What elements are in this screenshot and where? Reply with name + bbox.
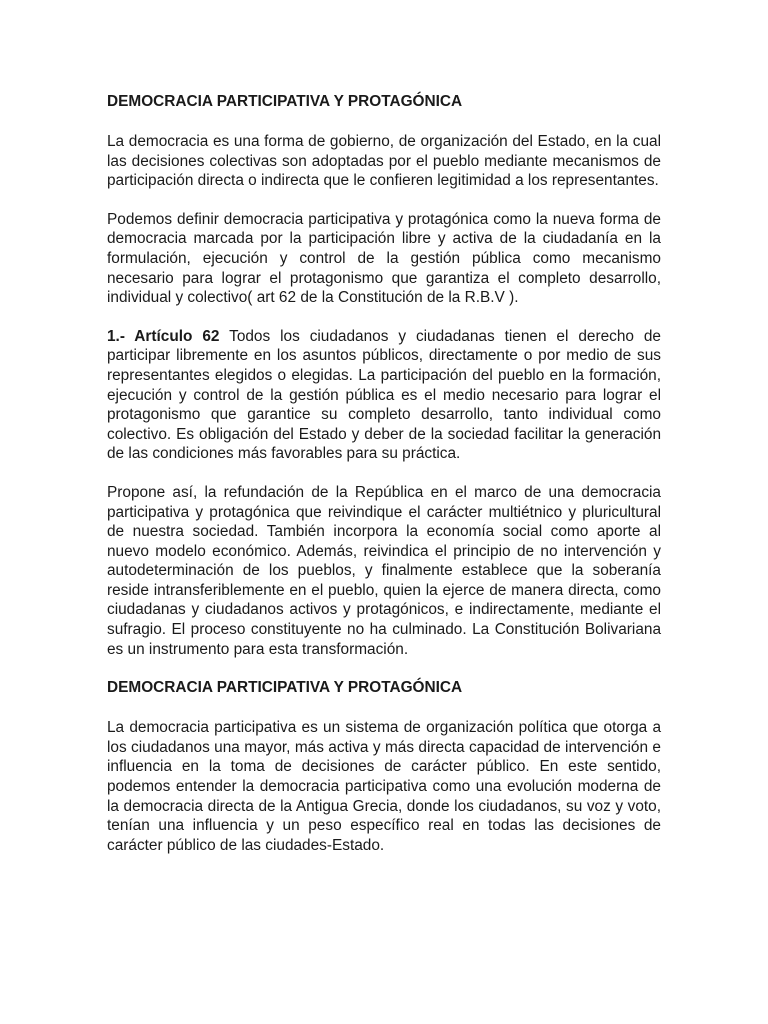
paragraph-definition: La democracia es una forma de gobierno, de organización del Estado, en la cual las decisiones colectivas son adoptadas por el pueblo mediante mecanismos de participación directa o indirecta que le confieren legitimidad a los representantes.: [107, 133, 661, 190]
paragraph-articulo-62: [107, 327, 661, 464]
section-heading-2: DEMOCRACIA PARTICIPATIVA Y PROTAGÓNICA: [107, 679, 463, 697]
article-label: 1.- Artículo 62: [107, 327, 220, 345]
section-heading-1: DEMOCRACIA PARTICIPATIVA Y PROTAGÓNICA: [107, 93, 463, 110]
paragraph-participativa: Podemos definir democracia participativa y protagónica como la nueva forma de democracia marcada por la participación libre y activa de la ciudadanía en la formulación, ejecución y control de la gestión pública como mecanismo necesario para lograr el protagonismo que garantiza el completo desarrollo, individual y colectivo( art 62 de la Constitución de la R.B.V ).: [107, 210, 661, 307]
paragraph-refundacion: Propone así, la refundación de la República en el marco de una democracia participativa y protagónica que reivindique el carácter multiétnico y pluricultural de nuestra sociedad. También incorpora la economía social como aporte al nuevo modelo económico. Además, reivindica el principio de no intervención y autodeterminación de los pueblos, y finalmente establece que la soberanía reside intransferiblemente en el pueblo, quien la ejerce de manera directa, como ciudadanas y ciudadanos activos y protagónicos, e indirectamente, mediante el sufragio. El proceso constituyente no ha culminado. La Constitución Bolivariana es un instrumento para esta transformación.: [107, 483, 661, 658]
paragraph-sistema-organizacion: La democracia participativa es un sistema de organización política que otorga a los ciudadanos una mayor, más activa y más directa capacidad de intervención e influencia en la toma de decisiones de carácter público. En este sentido, podemos entender la democracia participativa como una evolución moderna de la democracia directa de la Antigua Grecia, donde los ciudadanos, su voz y voto, tenían una influencia y un peso específico real en todas las decisiones de carácter público de las ciudades-Estado.: [107, 719, 661, 854]
document-page: [107, 92, 661, 855]
article-text: Todos los ciudadanos y ciudadanas tienen el derecho de participar libremente en los asuntos públicos, directamente o por medio de sus representantes elegidos o elegidas. La participación del pueblo en la formación, ejecución y control de la gestión pública es el medio necesario para lograr el protagonismo que garantice su completo desarrollo, tanto individual como colectivo. Es obligación del Estado y deber de la sociedad facilitar la generación de las condiciones más favorables para su práctica.: [107, 327, 661, 463]
